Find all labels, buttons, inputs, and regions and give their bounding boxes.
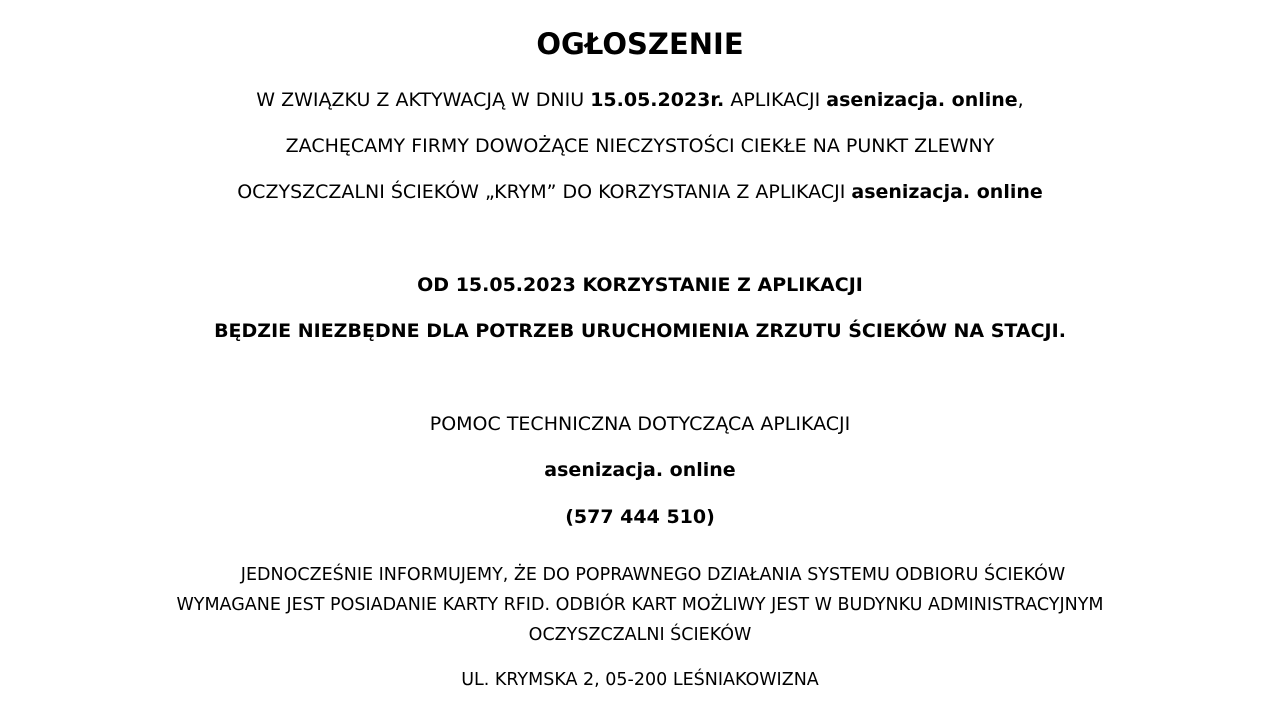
requirement-line-1: OD 15.05.2023 KORZYSTANIE Z APLIKACJI (417, 274, 863, 296)
requirement-line-2: BĘDZIE NIEZBĘDNE DLA POTRZEB URUCHOMIENIA ZRZUTU ŚCIEKÓW NA STACJI. (214, 320, 1066, 342)
activation-date: 15.05.2023r. (590, 89, 725, 111)
intro-line-2: ZACHĘCAMY FIRMY DOWOŻĄCE NIECZYSTOŚCI CIEKŁE NA PUNKT ZLEWNY (285, 135, 995, 157)
intro-line-1-middle: APLIKACJI (724, 89, 827, 111)
rfid-notice-line-1: JEDNOCZEŚNIE INFORMUJEMY, ŻE DO POPRAWNEGO DZIAŁANIA SYSTEMU ODBIORU ŚCIEKÓW (240, 565, 1066, 585)
support-app-name: asenizacja. online (544, 459, 736, 481)
intro-line-1-suffix: , (1017, 89, 1024, 111)
support-heading: POMOC TECHNICZNA DOTYCZĄCA APLIKACJI (429, 413, 851, 435)
intro-line-3-prefix: OCZYSZCZALNI ŚCIEKÓW „KRYM” DO KORZYSTANIA Z APLIKACJI (237, 181, 852, 203)
address: UL. KRYMSKA 2, 05-200 LEŚNIAKOWIZNA (461, 670, 819, 690)
intro-line-3 (0, 183, 1280, 202)
page-title: OGŁOSZENIE (536, 27, 744, 61)
app-name: asenizacja. online (826, 89, 1018, 111)
support-phone: (577 444 510) (565, 506, 715, 528)
app-name: asenizacja. online (851, 181, 1043, 203)
intro-line-1 (0, 91, 1280, 110)
rfid-notice-line-2: WYMAGANE JEST POSIADANIE KARTY RFID. ODBIÓR KART MOŻLIWY JEST W BUDYNKU ADMINISTRACYJNYM (176, 595, 1104, 615)
intro-line-1-prefix: W ZWIĄZKU Z AKTYWACJĄ W DNIU (256, 89, 591, 111)
rfid-notice-line-3: OCZYSZCZALNI ŚCIEKÓW (528, 625, 752, 645)
